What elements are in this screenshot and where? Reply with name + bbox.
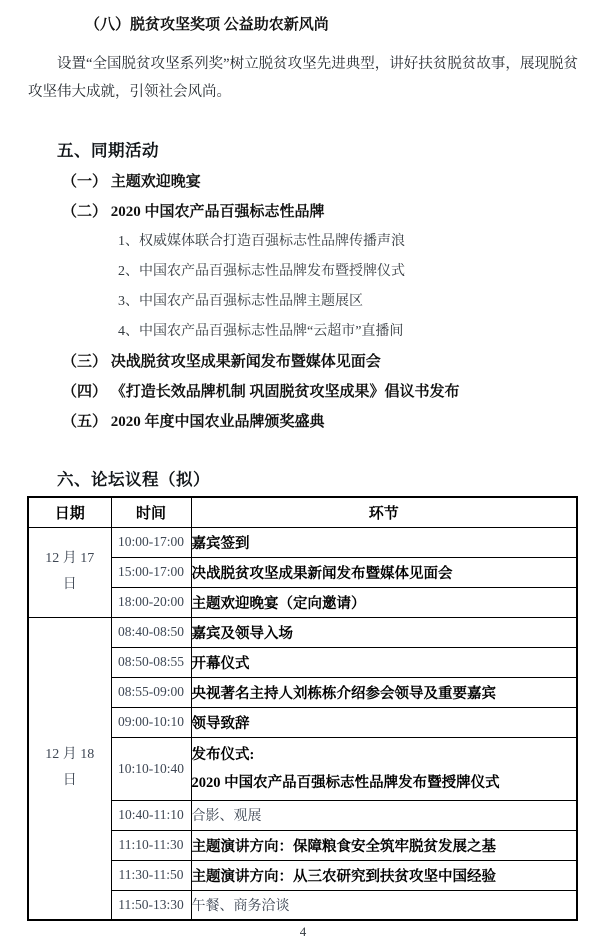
agenda-header-row [28, 497, 577, 527]
agenda-event-cell: 开幕仪式 [191, 647, 577, 677]
activity-item-1: （一） 主题欢迎晚宴 [62, 174, 201, 190]
agenda-time-cell: 09:00-10:10 [111, 707, 191, 737]
agenda-event-cell: 午餐、商务洽谈 [191, 890, 577, 920]
agenda-event-cell: 央视著名主持人刘栋栋介绍参会领导及重要嘉宾 [191, 677, 577, 707]
date-line-2: 日 [62, 577, 77, 592]
event-line-1: 发布仪式: [191, 746, 255, 763]
award-section-heading: （八）脱贫攻坚奖项 公益助农新风尚 [85, 17, 329, 33]
agenda-row [28, 737, 577, 800]
agenda-event-cell [191, 737, 577, 800]
agenda-row [28, 830, 577, 860]
agenda-row [28, 707, 577, 737]
agenda-event-cell: 主题欢迎晚宴（定向邀请） [191, 587, 577, 617]
agenda-event-cell: 主题演讲方向：保障粮食安全筑牢脱贫发展之基 [191, 830, 577, 860]
agenda-row [28, 647, 577, 677]
agenda-row [28, 557, 577, 587]
date-line-1: 12 月 17 [45, 551, 95, 566]
brand-subitem-2: 2、中国农产品百强标志性品牌发布暨授牌仪式 [118, 264, 405, 279]
agenda-row [28, 587, 577, 617]
activity-item-5: （五） 2020 年度中国农业品牌颁奖盛典 [62, 414, 325, 430]
brand-subitem-4: 4、中国农产品百强标志性品牌“云超市”直播间 [118, 324, 404, 339]
agenda-time-cell: 10:40-11:10 [111, 800, 191, 830]
agenda-header-time: 时间 [111, 497, 191, 527]
agenda-header-event: 环节 [191, 497, 577, 527]
activity-item-2: （二） 2020 中国农产品百强标志性品牌 [62, 204, 325, 220]
agenda-header-date: 日期 [28, 497, 111, 527]
agenda-event-cell: 决战脱贫攻坚成果新闻发布暨媒体见面会 [191, 557, 577, 587]
agenda-event-cell: 主题演讲方向：从三农研究到扶贫攻坚中国经验 [191, 860, 577, 890]
agenda-time-cell: 10:10-10:40 [111, 737, 191, 800]
agenda-event-cell: 领导致辞 [191, 707, 577, 737]
agenda-event-cell: 嘉宾签到 [191, 527, 577, 557]
agenda-time-cell: 11:10-11:30 [111, 830, 191, 860]
agenda-row [28, 527, 577, 557]
agenda-time-cell: 08:50-08:55 [111, 647, 191, 677]
agenda-time-cell: 10:00-17:00 [111, 527, 191, 557]
award-section-paragraph: 设置“全国脱贫攻坚系列奖”树立脱贫攻坚先进典型，讲好扶贫脱贫故事，展现脱贫攻坚伟大成就，引领社会风尚。 [28, 56, 578, 100]
page-number: 4 [299, 924, 307, 939]
agenda-row [28, 617, 577, 647]
agenda-time-cell: 18:00-20:00 [111, 587, 191, 617]
agenda-time-cell: 08:55-09:00 [111, 677, 191, 707]
brand-subitem-3: 3、中国农产品百强标志性品牌主题展区 [118, 294, 363, 309]
agenda-row [28, 677, 577, 707]
agenda-event-cell: 合影、观展 [191, 800, 577, 830]
agenda-section-title: 六、论坛议程（拟） [57, 471, 210, 489]
agenda-row [28, 890, 577, 920]
agenda-date-cell-dec18 [28, 617, 111, 920]
agenda-table [27, 496, 578, 921]
event-line-2: 2020 中国农产品百强标志性品牌发布暨授牌仪式 [191, 774, 500, 791]
date-line-1: 12 月 18 [45, 747, 95, 763]
agenda-time-cell: 11:50-13:30 [111, 890, 191, 920]
activity-item-3: （三） 决战脱贫攻坚成果新闻发布暨媒体见面会 [62, 354, 381, 370]
agenda-time-cell: 15:00-17:00 [111, 557, 191, 587]
agenda-event-cell: 嘉宾及领导入场 [191, 617, 577, 647]
agenda-row [28, 860, 577, 890]
activity-item-4: （四） 《打造长效品牌机制 巩固脱贫攻坚成果》倡议书发布 [62, 384, 460, 400]
agenda-time-cell: 08:40-08:50 [111, 617, 191, 647]
brand-subitem-1: 1、权威媒体联合打造百强标志性品牌传播声浪 [118, 234, 405, 249]
agenda-date-cell-dec17 [28, 527, 111, 617]
agenda-time-cell: 11:30-11:50 [111, 860, 191, 890]
date-line-2: 日 [62, 773, 77, 789]
activities-section-title: 五、同期活动 [57, 142, 159, 160]
agenda-row [28, 800, 577, 830]
